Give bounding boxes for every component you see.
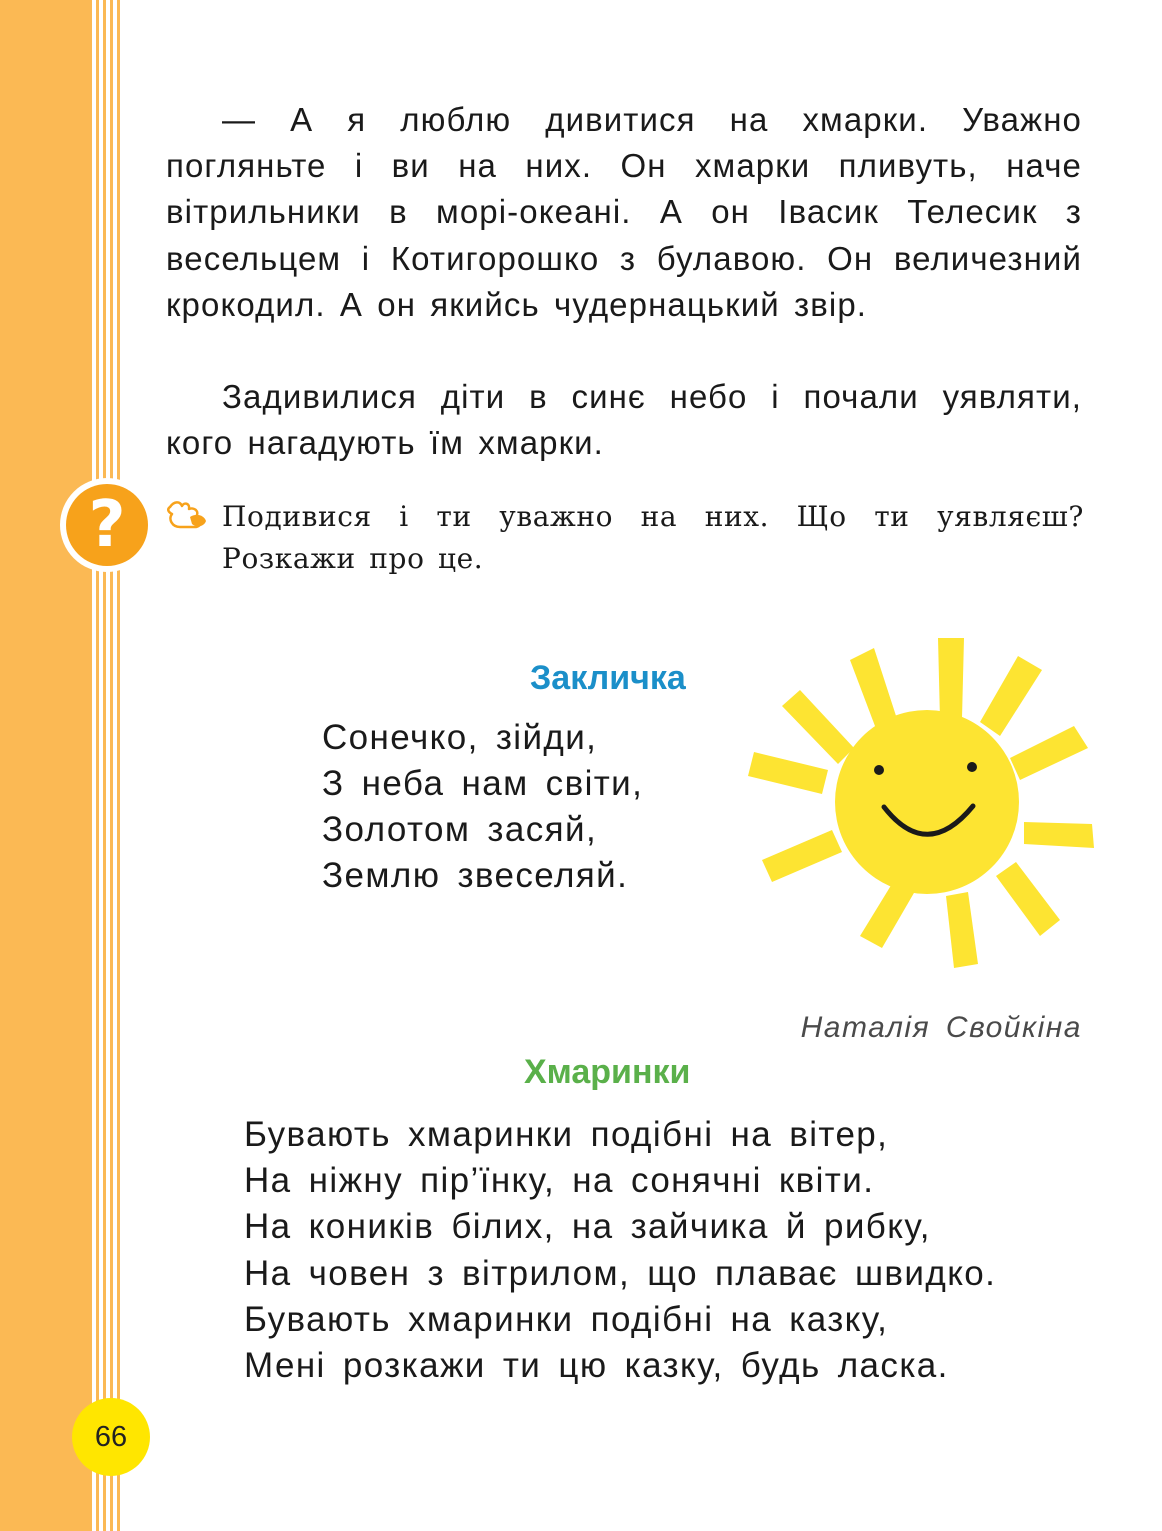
verse-line: З неба нам світи, — [322, 764, 644, 803]
hand-pointer-icon — [166, 497, 210, 531]
task-text: Подивися і ти уважно на них. Що ти уявляєш? Розкажи про це. — [222, 500, 1084, 575]
side-stripes — [92, 0, 120, 1531]
story-paragraph-2: Задивилися діти в синє небо і почали уявляти, кого нагадують їм хмарки. — [166, 378, 1082, 462]
question-mark-icon: ? — [66, 484, 148, 566]
poem-zaklychka — [322, 715, 643, 899]
poem-author: Наталія Свойкіна — [800, 1011, 1082, 1044]
smiling-sun-icon — [742, 630, 1102, 980]
verse-line: На човен з вітрилом, що плаває швидко. — [244, 1253, 997, 1293]
side-band — [0, 0, 92, 1531]
page-number: 66 — [72, 1398, 150, 1476]
poem-title-zaklychka: Закличка — [530, 659, 686, 697]
verse-line: Сонечко, зійди, — [322, 718, 598, 757]
verse-line: Бувають хмаринки подібні на казку, — [244, 1299, 889, 1339]
verse-line: Мені розкажи ти цю казку, будь ласка. — [244, 1346, 949, 1386]
poem-khmarynky — [244, 1112, 996, 1389]
verse-line: На коників білих, на зайчика й рибку, — [244, 1207, 931, 1247]
poem-title-khmarynky: Хмаринки — [524, 1053, 691, 1091]
verse-line: На ніжну пір’їнку, на сонячні квіти. — [244, 1161, 875, 1201]
story-paragraph-1: — А я люблю дивитися на хмарки. Уважно погляньте і ви на них. Он хмарки пливуть, наче вітрильники в морі-океані. А он Івасик Телесик з весельцем і Котигорошко з булавою. Он величезний крокодил. А он якийсь чудернацький звір. — [166, 101, 1082, 323]
verse-line: Землю звеселяй. — [322, 856, 629, 895]
verse-line: Золотом засяй, — [322, 810, 598, 849]
verse-line: Бувають хмаринки подібні на вітер, — [244, 1115, 889, 1154]
